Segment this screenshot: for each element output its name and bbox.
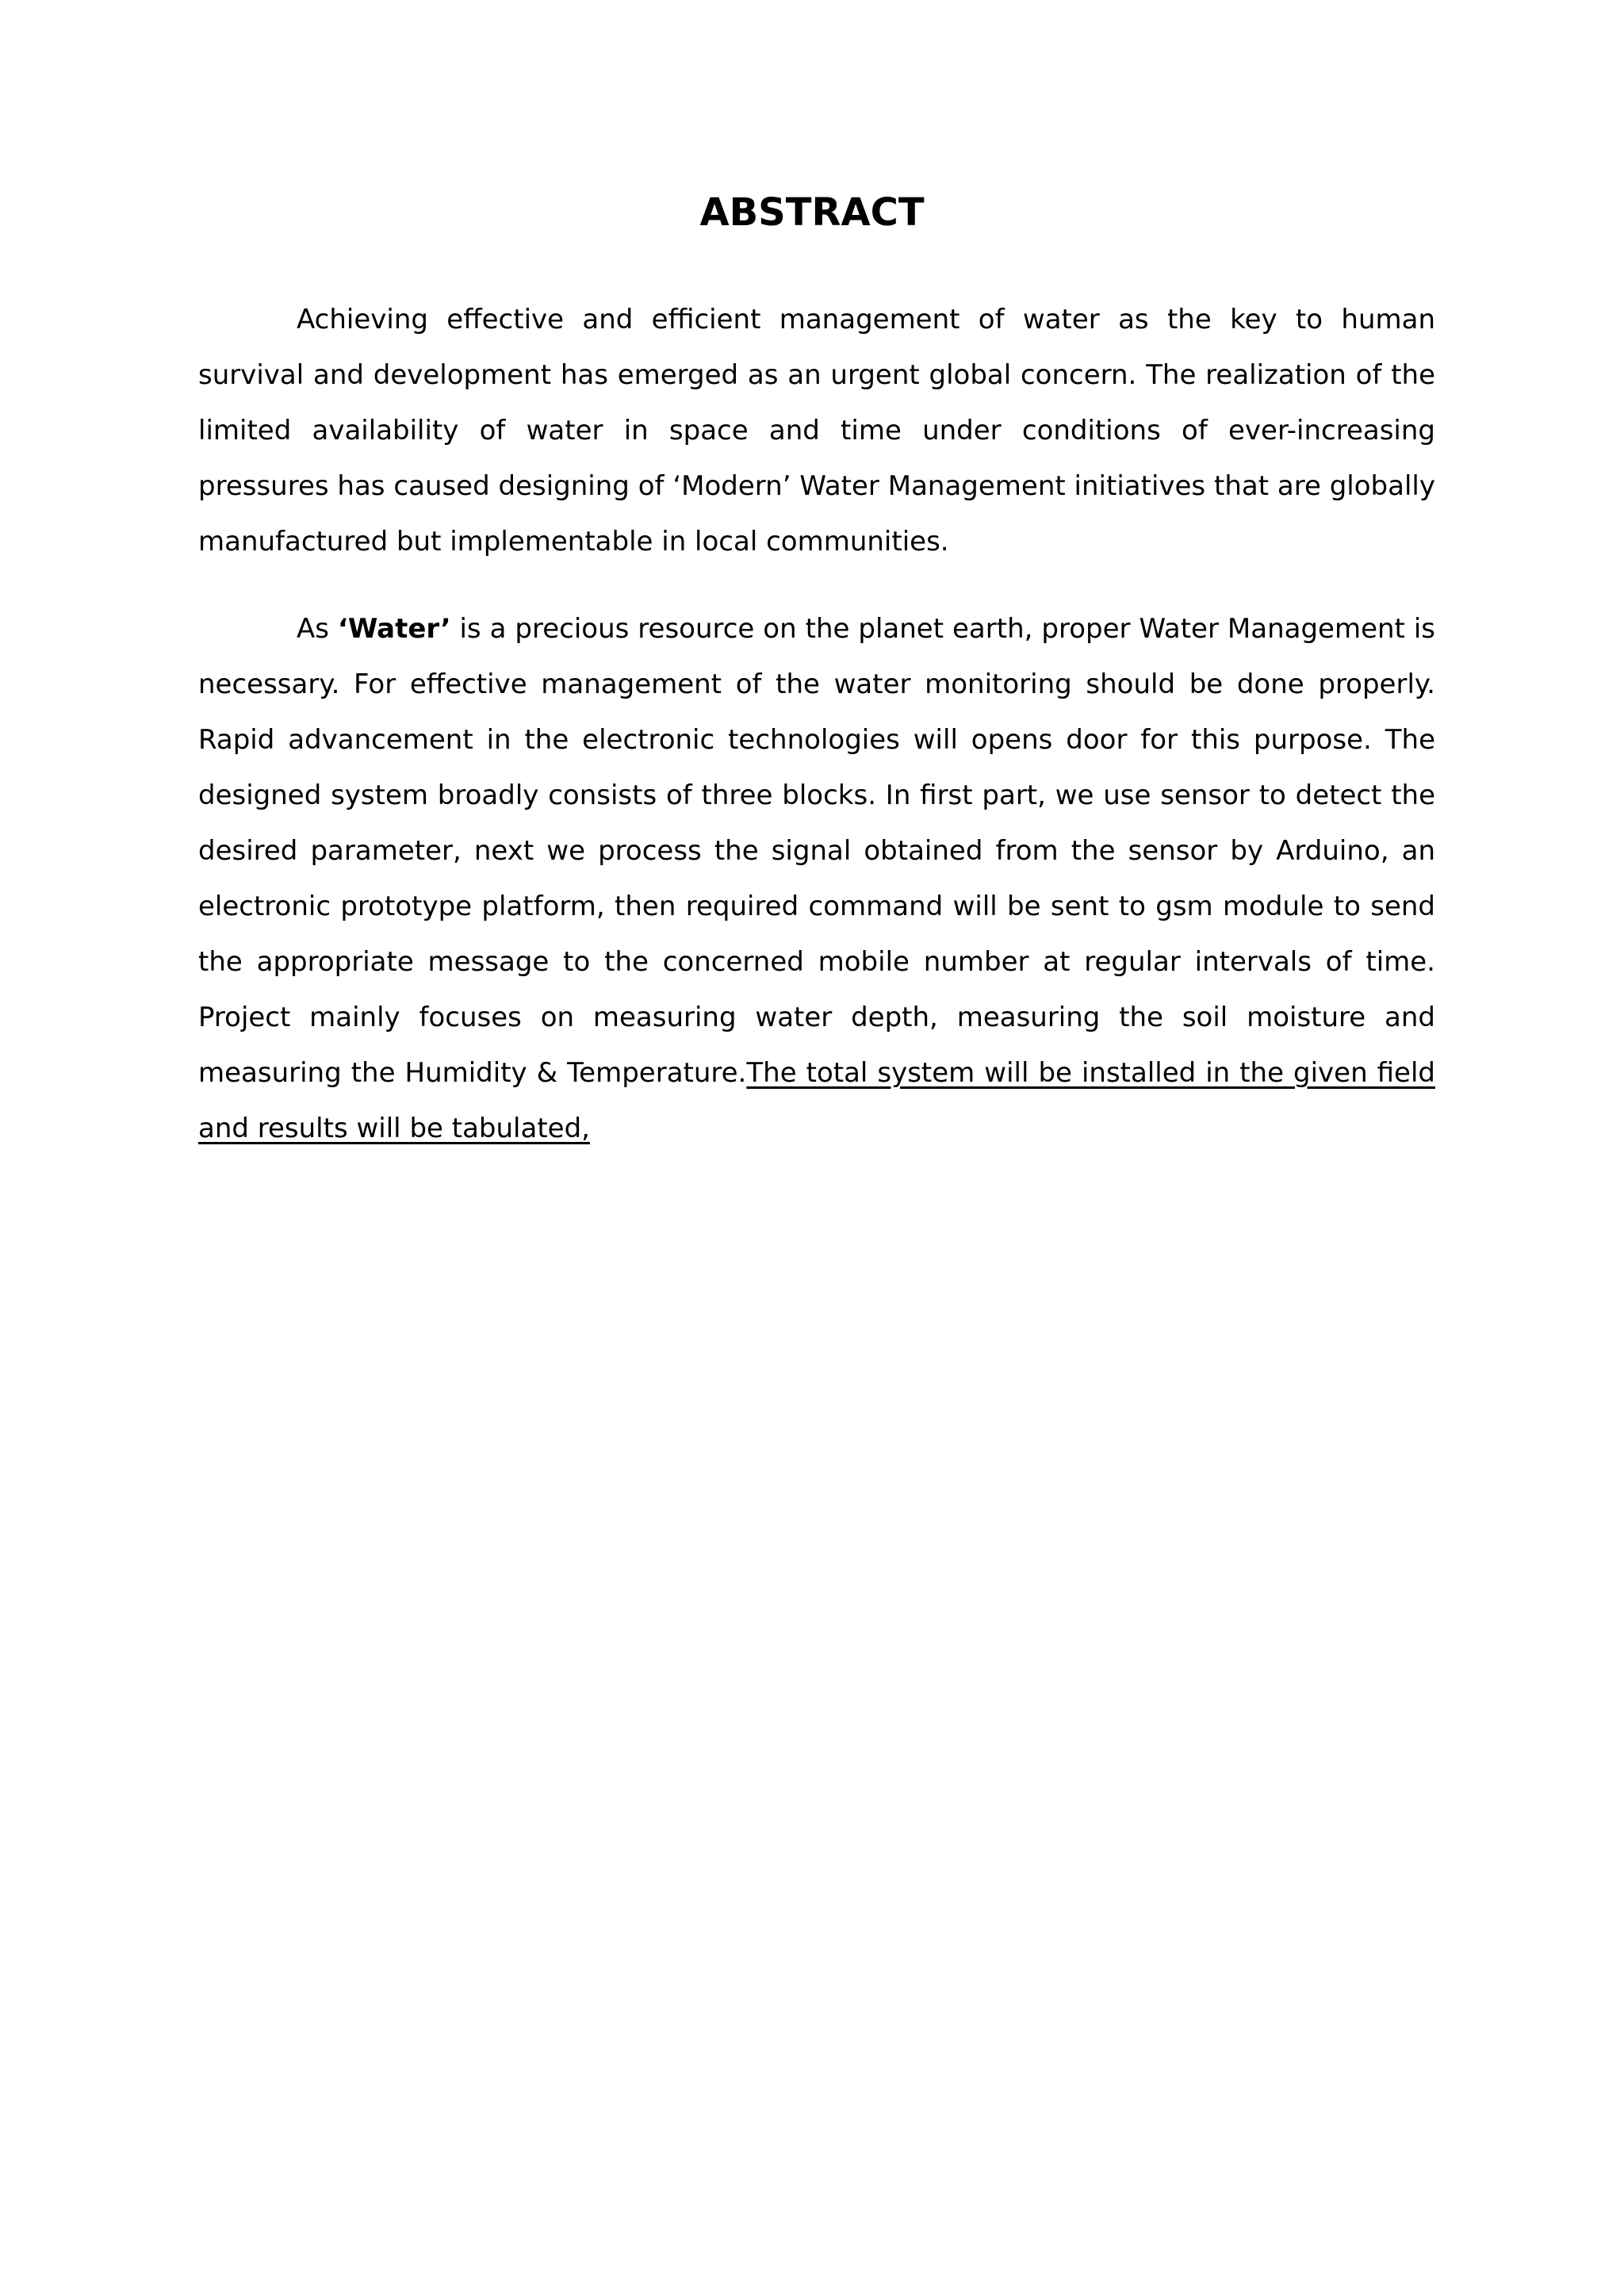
paragraph-2-text: is a precious resource on the planet earth, proper Water Management is necessary. For effective management of the water monitoring should be done properly. Rapid advancement in the electronic technologies will opens door for this purpose. The designed system broadly consists of three blocks. In first part, we use sensor to detect the desired parameter, next we process the signal obtained from the sensor by Arduino, an electronic prototype platform, then required command will be sent to gsm module to send the appropriate message to the concerned mobile number at regular intervals of time. Project mainly focuses on measuring water depth, measuring the soil moisture and measuring the Humidity & Temperature. bbox=[198, 613, 1436, 1089]
abstract-heading: ABSTRACT bbox=[699, 190, 925, 235]
underlined-sentence: The total system will be installed in the given field and results will be tabulated, bbox=[198, 1057, 1436, 1144]
abstract-paragraph-2 bbox=[198, 601, 1435, 1156]
abstract-paragraph-1 bbox=[198, 292, 1435, 569]
paragraph-1-text: Achieving effective and efficient management of water as the key to human survival and development has emerged as an urgent global concern. The realization of the limited availability of water in space and time under conditions of ever-increasing pressures has caused designing of ‘Modern’ Water Management initiatives that are globally manufactured but implementable in local communities. bbox=[198, 304, 1435, 557]
water-emphasis: ‘Water’ bbox=[337, 613, 451, 645]
paragraph-2-lead: As bbox=[297, 613, 338, 645]
